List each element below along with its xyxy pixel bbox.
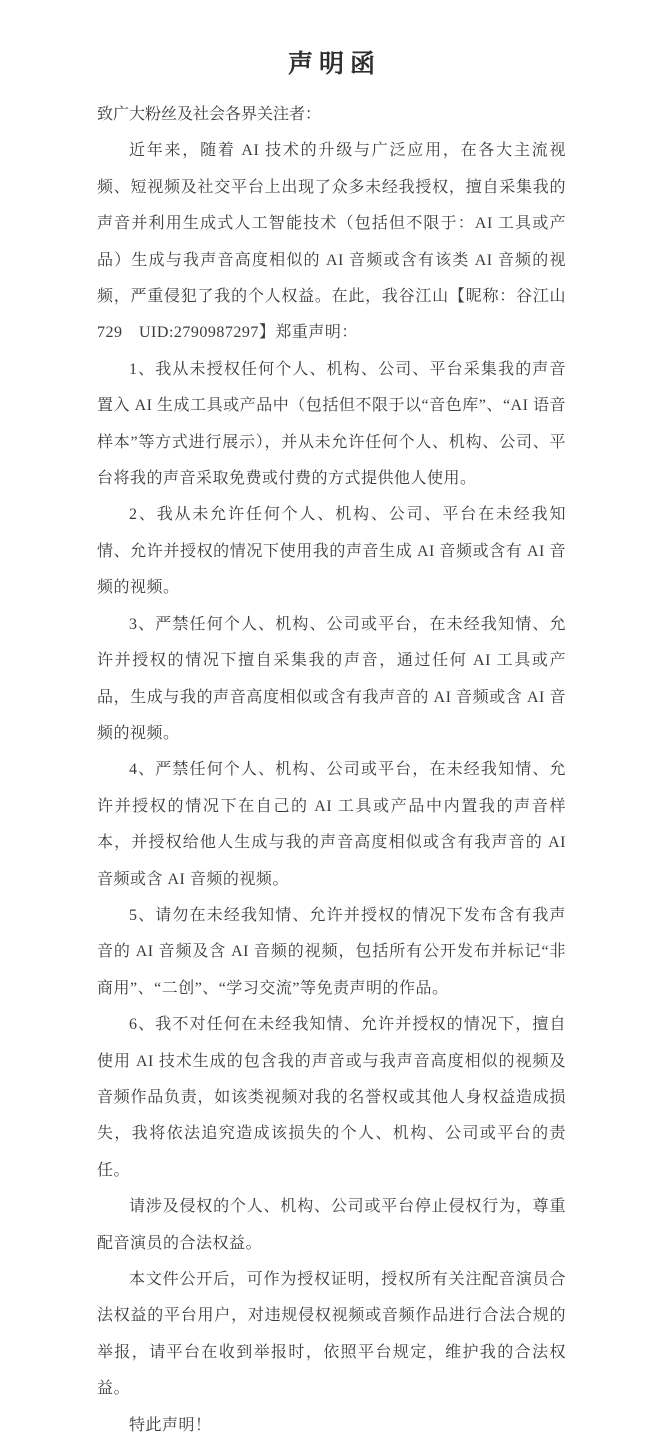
salutation-line: 致广大粉丝及社会各界关注者： [97, 106, 322, 123]
paragraph-item-1: 1、我从未授权任何个人、机构、公司、平台采集我的声音置入 AI 生成工具或产品中（包括但不限于以“音色库”、“AI 语音样本”等方式进行展示），并从未允许任何个人、机构、公司、平台将我的声音采取免费或付费的方式提供他人使用。 [97, 360, 566, 488]
paragraph-item-5: 5、请勿在未经我知情、允许并授权的情况下发布含有我声音的 AI 音频及含 AI 音频的视频，包括所有公开发布并标记“非商用”、“二创”、“学习交流”等免责声明的作品。 [97, 906, 566, 997]
paragraph-item-4: 4、严禁任何个人、机构、公司或平台，在未经我知情、允许并授权的情况下在自己的 AI 工具或产品中内置我的声音样本，并授权给他人生成与我的声音高度相似或含有我声音的 AI 音频或含 AI 音频的视频。 [97, 761, 566, 888]
closing-statement: 特此声明！ [129, 1416, 212, 1434]
paragraph-authorization: 本文件公开后，可作为授权证明，授权所有关注配音演员合法权益的平台用户，对违规侵权视频或音频作品进行合法合规的举报，请平台在收到举报时，依照平台规定，维护我的合法权益。 [97, 1271, 566, 1398]
document-title: 声明函 [287, 51, 381, 78]
paragraph-intro: 近年来，随着 AI 技术的升级与广泛应用，在各大主流视频、短视频及社交平台上出现了众多未经我授权，擅自采集我的声音并利用生成式人工智能技术（包括但不限于：AI 工具或产品）生成与我声音高度相似的 AI 音频或含有该类 AI 音频的视频，严重侵犯了我的个人权益。在此，我谷江山【昵称：谷江山 729 UID:2790987297】郑重声明： [97, 142, 566, 342]
paragraph-item-3: 3、严禁任何个人、机构、公司或平台，在未经我知情、允许并授权的情况下擅自采集我的声音，通过任何 AI 工具或产品，生成与我的声音高度相似或含有我声音的 AI 音频或含 AI 音频的视频。 [97, 615, 566, 742]
paragraph-cease-infringement: 请涉及侵权的个人、机构、公司或平台停止侵权行为，尊重配音演员的合法权益。 [97, 1198, 566, 1252]
paragraph-item-6: 6、我不对任何在未经我知情、允许并授权的情况下，擅自使用 AI 技术生成的包含我的声音或与我声音高度相似的视频及音频作品负责，如该类视频对我的名誉权或其他人身权益造成损失，我将依法追究造成该损失的个人、机构、公司或平台的责任。 [97, 1016, 566, 1179]
paragraph-item-2: 2、我从未允许任何个人、机构、公司、平台在未经我知情、允许并授权的情况下使用我的声音生成 AI 音频或含有 AI 音频的视频。 [97, 506, 566, 597]
